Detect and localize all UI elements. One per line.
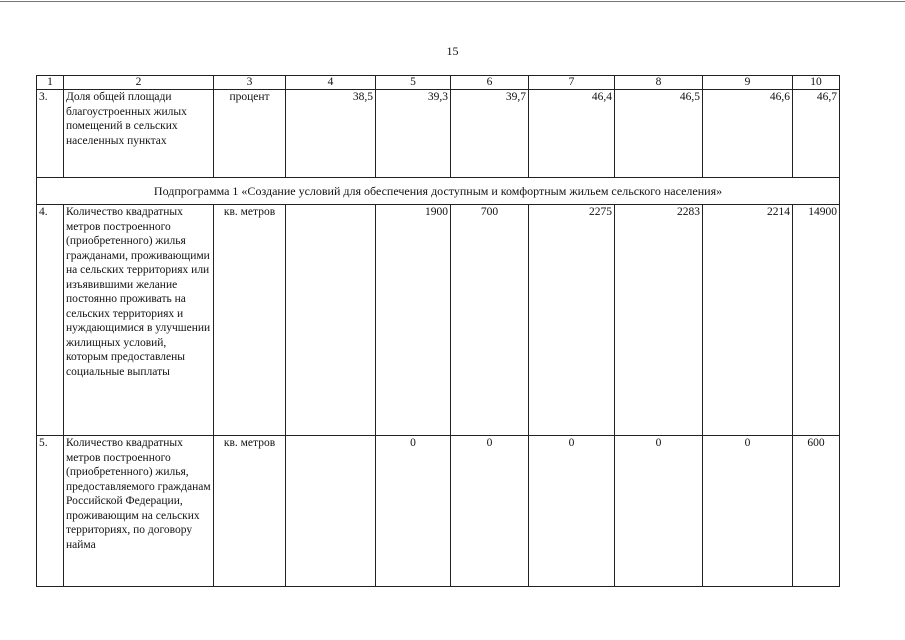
column-header: 10 bbox=[793, 76, 840, 90]
value-cell: 0 bbox=[615, 436, 703, 587]
value-cell: 2214 bbox=[703, 205, 793, 436]
column-header: 7 bbox=[529, 76, 615, 90]
value-cell: 2275 bbox=[529, 205, 615, 436]
indicator-table bbox=[36, 75, 840, 587]
column-header: 5 bbox=[376, 76, 451, 90]
column-header: 3 bbox=[214, 76, 286, 90]
value-cell: 600 bbox=[793, 436, 840, 587]
value-cell: 0 bbox=[376, 436, 451, 587]
indicator-name: Количество квадратных метров построенного (приобретенного) жилья гражданами, проживающими на сельских территориях или изъявившими желание постоянно проживать на сельских территориях и нуждающимися в улучшении жилищных условий, которым предоставлены социальные выплаты bbox=[64, 205, 214, 436]
row-number: 3. bbox=[37, 90, 64, 178]
row-number: 5. bbox=[37, 436, 64, 587]
column-header: 2 bbox=[64, 76, 214, 90]
value-cell: 46,4 bbox=[529, 90, 615, 178]
unit-cell: кв. метров bbox=[214, 436, 286, 587]
subprogram-title: Подпрограмма 1 «Создание условий для обеспечения доступным и комфортным жильем сельского населения» bbox=[37, 178, 840, 205]
subprogram-row bbox=[37, 178, 840, 205]
value-cell: 0 bbox=[529, 436, 615, 587]
value-cell: 0 bbox=[703, 436, 793, 587]
indicator-name: Доля общей площади благоустроенных жилых помещений в сельских населенных пунктах bbox=[64, 90, 214, 178]
value-cell: 700 bbox=[451, 205, 529, 436]
value-cell bbox=[286, 205, 376, 436]
column-header: 1 bbox=[37, 76, 64, 90]
page-number: 15 bbox=[446, 44, 459, 58]
column-header: 6 bbox=[451, 76, 529, 90]
indicator-name: Количество квадратных метров построенного (приобретенного) жилья, предоставляемого гражданам Российской Федерации, проживающим на сельских территориях, по договору найма bbox=[64, 436, 214, 587]
row-number: 4. bbox=[37, 205, 64, 436]
column-header: 9 bbox=[703, 76, 793, 90]
value-cell: 46,5 bbox=[615, 90, 703, 178]
value-cell: 14900 bbox=[793, 205, 840, 436]
top-border-line bbox=[0, 1, 905, 2]
table-row bbox=[37, 205, 840, 436]
value-cell: 39,7 bbox=[451, 90, 529, 178]
column-header: 8 bbox=[615, 76, 703, 90]
unit-cell: кв. метров bbox=[214, 205, 286, 436]
unit-cell: процент bbox=[214, 90, 286, 178]
value-cell: 46,6 bbox=[703, 90, 793, 178]
value-cell: 1900 bbox=[376, 205, 451, 436]
value-cell: 38,5 bbox=[286, 90, 376, 178]
value-cell: 2283 bbox=[615, 205, 703, 436]
table-row bbox=[37, 436, 840, 587]
column-number-row bbox=[37, 76, 840, 90]
table-row bbox=[37, 90, 840, 178]
value-cell bbox=[286, 436, 376, 587]
value-cell: 46,7 bbox=[793, 90, 840, 178]
value-cell: 39,3 bbox=[376, 90, 451, 178]
column-header: 4 bbox=[286, 76, 376, 90]
value-cell: 0 bbox=[451, 436, 529, 587]
